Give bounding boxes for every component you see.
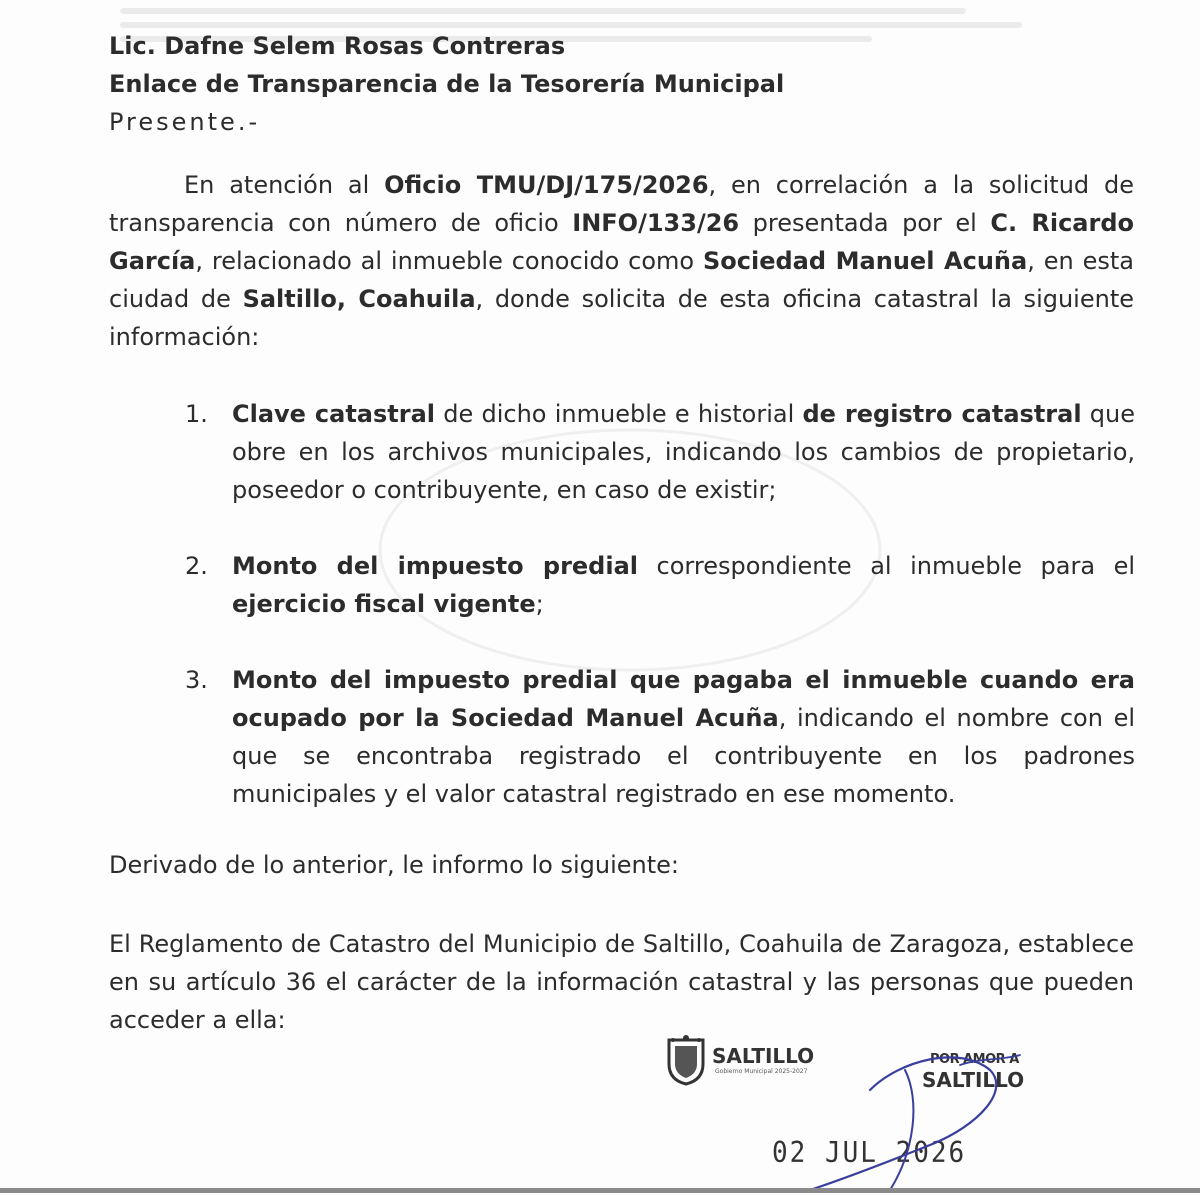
list-item-number: 1. — [185, 400, 208, 428]
list-item-plain: que obre en los archivos municipales, indicando los cambios de propietario, poseedor o contribuyente, en caso de existir; — [232, 400, 1136, 504]
intro-text-5: , en esta ciudad de — [109, 247, 1134, 313]
intro-city: Saltillo, Coahuila — [242, 285, 476, 313]
list-item — [185, 661, 1135, 813]
stamp-date: 02 JUL 2026 — [772, 1136, 967, 1170]
list-item-bold: Monto del impuesto predial — [232, 552, 639, 580]
list-item-text — [232, 547, 1135, 623]
list-item-plain: ; — [535, 590, 544, 618]
list-item-number: 2. — [185, 552, 208, 580]
list-item — [185, 547, 1135, 623]
intro-text-6: , donde solicita de esta oficina catastral la siguiente información: — [109, 285, 1134, 351]
intro-property-name: Sociedad Manuel Acuña — [703, 247, 1028, 275]
receipt-stamp — [660, 1030, 1060, 1190]
saltillo-logo-text: SALTILLO — [712, 1044, 815, 1068]
derivado-paragraph: Derivado de lo anterior, le informo lo siguiente: — [109, 851, 679, 879]
intro-requester-name: C. Ricardo García — [109, 209, 1135, 275]
list-item-plain: de dicho inmueble e historial — [435, 400, 803, 428]
list-item-bold: de registro catastral — [802, 400, 1082, 428]
addressee-name: Lic. Dafne Selem Rosas Contreras — [109, 32, 566, 60]
list-item-number: 3. — [185, 666, 208, 694]
slogan-top: POR AMOR A — [930, 1052, 1019, 1067]
list-item-text — [232, 395, 1135, 509]
handwritten-signature — [660, 1030, 1060, 1195]
intro-text-4: , relacionado al inmueble conocido como — [195, 247, 703, 275]
saltillo-logo-subtext: Gobierno Municipal 2025-2027 — [715, 1068, 808, 1075]
intro-text-3: presentada por el — [739, 209, 991, 237]
intro-oficio-ref: Oficio TMU/DJ/175/2026 — [384, 171, 709, 199]
reglamento-paragraph: El Reglamento de Catastro del Municipio de Saltillo, Coahuila de Zaragoza, establece en su artículo 36 el carácter de la información catastral y las personas que pueden acceder a ella: — [109, 930, 1134, 1034]
intro-info-ref: INFO/133/26 — [572, 209, 740, 237]
list-item-bold: Monto del impuesto predial que pagaba el inmueble cuando era ocupado por la Sociedad Manuel Acuña — [232, 666, 1135, 732]
list-item-bold: Clave catastral — [232, 400, 436, 428]
addressee-greeting: Presente.- — [109, 108, 261, 136]
intro-text-1: En atención al — [184, 171, 385, 199]
intro-text-2: , en correlación a la solicitud de transparencia con número de oficio — [109, 171, 1134, 237]
intro-paragraph — [109, 166, 1134, 356]
list-item-bold: ejercicio fiscal vigente — [232, 590, 536, 618]
footer-rule — [0, 1188, 1200, 1193]
addressee-position: Enlace de Transparencia de la Tesorería Municipal — [109, 70, 785, 98]
list-item-text — [232, 661, 1135, 813]
list-item-plain: , indicando el nombre con el que se encontraba registrado el contribuyente en los padrones municipales y el valor catastral registrado en ese momento. — [232, 704, 1135, 808]
list-item — [185, 395, 1135, 509]
list-item-plain: correspondiente al inmueble para el — [638, 552, 1135, 580]
slogan-bottom: SALTILLO — [922, 1068, 1025, 1092]
